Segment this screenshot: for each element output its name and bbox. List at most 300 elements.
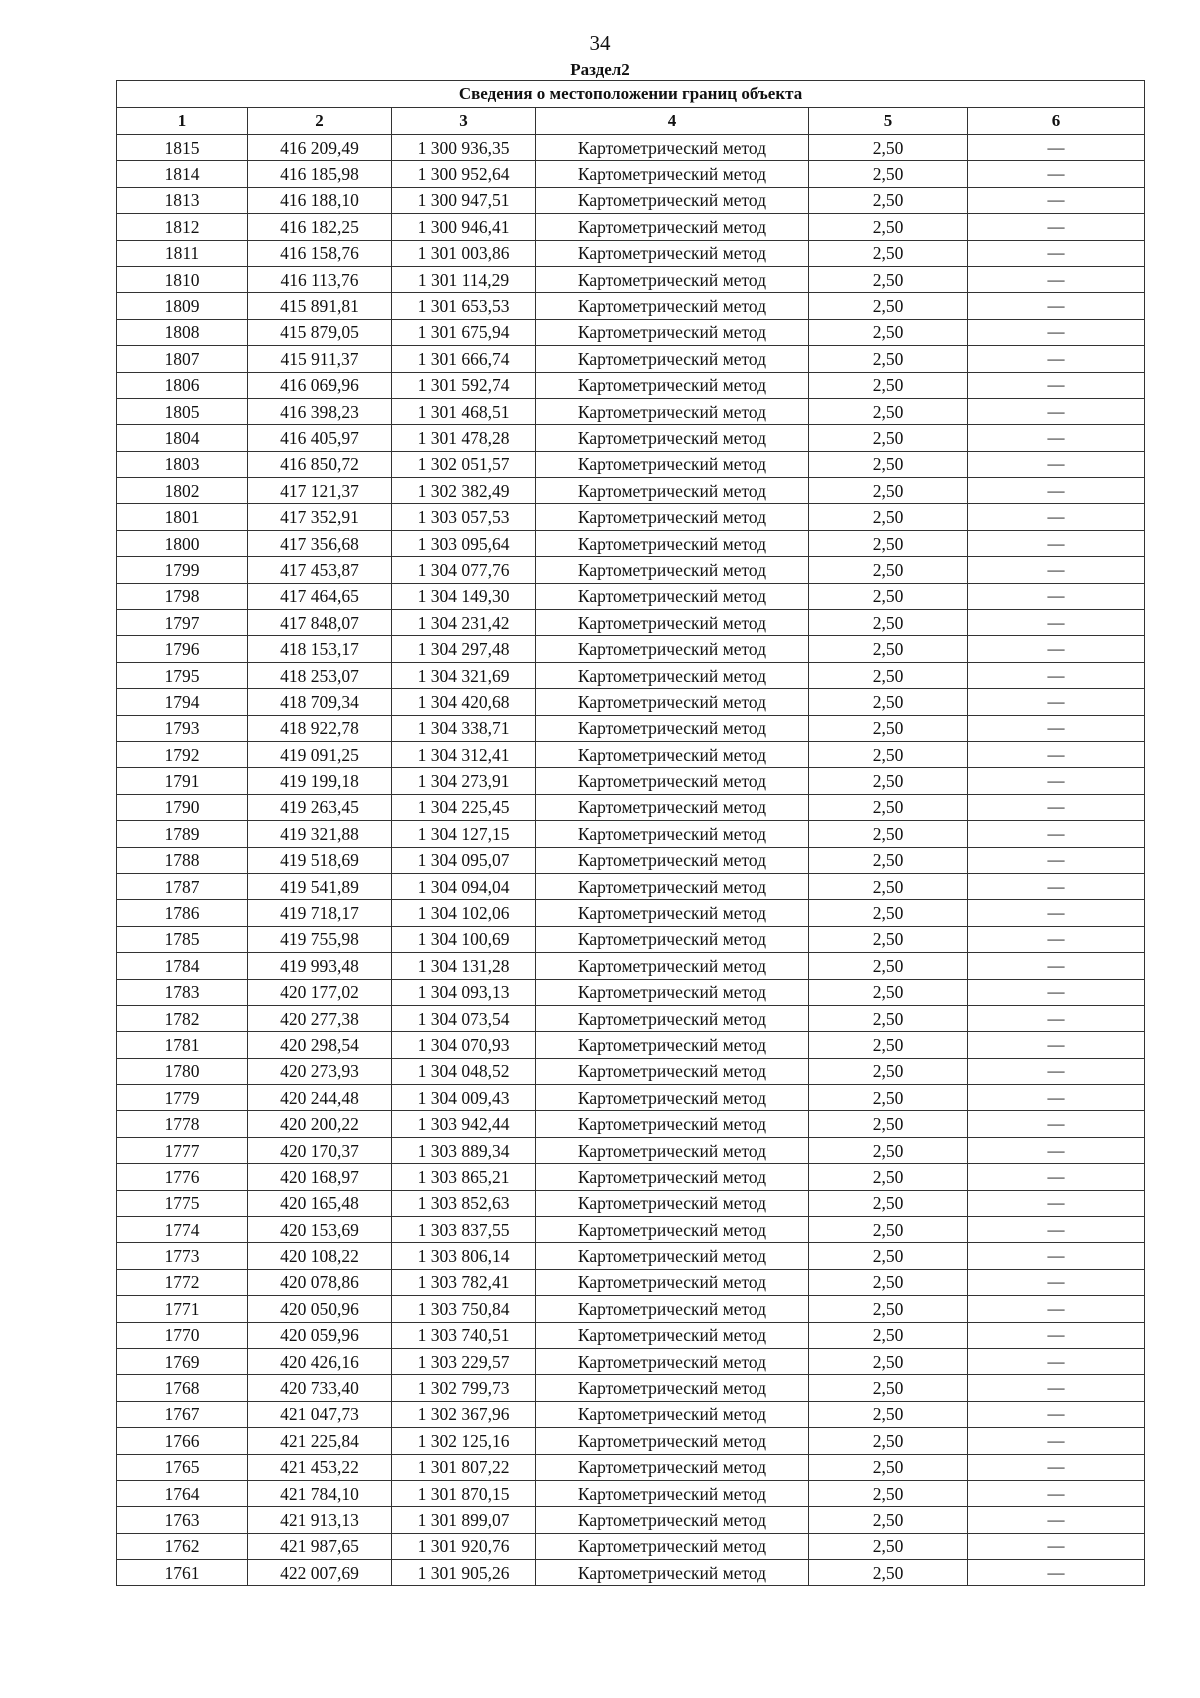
page-number: 34	[589, 31, 611, 55]
y-coordinate-cell: 1 304 231,42	[392, 610, 536, 636]
note-cell: —	[968, 689, 1145, 715]
accuracy-cell: 2,50	[809, 979, 968, 1005]
x-coordinate-cell: 420 244,48	[248, 1085, 392, 1111]
y-coordinate-cell: 1 304 093,13	[392, 979, 536, 1005]
point-number-cell: 1765	[117, 1454, 248, 1480]
table-row	[117, 900, 1145, 926]
note-cell: —	[968, 610, 1145, 636]
y-coordinate-cell: 1 302 125,16	[392, 1428, 536, 1454]
accuracy-cell: 2,50	[809, 1032, 968, 1058]
accuracy-cell: 2,50	[809, 1217, 968, 1243]
y-coordinate-cell: 1 301 478,28	[392, 425, 536, 451]
x-coordinate-cell: 421 047,73	[248, 1401, 392, 1427]
point-number-cell: 1797	[117, 610, 248, 636]
x-coordinate-cell: 417 464,65	[248, 583, 392, 609]
x-coordinate-cell: 417 352,91	[248, 504, 392, 530]
note-cell: —	[968, 979, 1145, 1005]
accuracy-cell: 2,50	[809, 1164, 968, 1190]
point-number-cell: 1786	[117, 900, 248, 926]
accuracy-cell: 2,50	[809, 504, 968, 530]
y-coordinate-cell: 1 304 131,28	[392, 953, 536, 979]
x-coordinate-cell: 416 113,76	[248, 266, 392, 292]
note-cell: —	[968, 319, 1145, 345]
y-coordinate-cell: 1 300 946,41	[392, 214, 536, 240]
point-number-cell: 1789	[117, 821, 248, 847]
table-row	[117, 794, 1145, 820]
method-cell: Картометрический метод	[536, 398, 809, 424]
table-row	[117, 979, 1145, 1005]
x-coordinate-cell: 420 050,96	[248, 1296, 392, 1322]
table-row	[117, 214, 1145, 240]
table-row	[117, 715, 1145, 741]
method-cell: Картометрический метод	[536, 372, 809, 398]
table-row	[117, 1507, 1145, 1533]
y-coordinate-cell: 1 302 051,57	[392, 451, 536, 477]
point-number-cell: 1776	[117, 1164, 248, 1190]
note-cell: —	[968, 266, 1145, 292]
accuracy-cell: 2,50	[809, 187, 968, 213]
point-number-cell: 1795	[117, 662, 248, 688]
x-coordinate-cell: 416 398,23	[248, 398, 392, 424]
table-row	[117, 1085, 1145, 1111]
y-coordinate-cell: 1 302 367,96	[392, 1401, 536, 1427]
x-coordinate-cell: 415 911,37	[248, 346, 392, 372]
point-number-cell: 1779	[117, 1085, 248, 1111]
note-cell: —	[968, 662, 1145, 688]
note-cell: —	[968, 1269, 1145, 1295]
method-cell: Картометрический метод	[536, 504, 809, 530]
column-number: 1	[117, 108, 248, 135]
point-number-cell: 1761	[117, 1560, 248, 1586]
point-number-cell: 1808	[117, 319, 248, 345]
x-coordinate-cell: 419 718,17	[248, 900, 392, 926]
y-coordinate-cell: 1 304 420,68	[392, 689, 536, 715]
y-coordinate-cell: 1 301 675,94	[392, 319, 536, 345]
y-coordinate-cell: 1 304 102,06	[392, 900, 536, 926]
y-coordinate-cell: 1 304 073,54	[392, 1005, 536, 1031]
method-cell: Картометрический метод	[536, 1111, 809, 1137]
x-coordinate-cell: 417 356,68	[248, 530, 392, 556]
method-cell: Картометрический метод	[536, 1269, 809, 1295]
x-coordinate-cell: 416 158,76	[248, 240, 392, 266]
method-cell: Картометрический метод	[536, 794, 809, 820]
y-coordinate-cell: 1 302 382,49	[392, 478, 536, 504]
point-number-cell: 1782	[117, 1005, 248, 1031]
point-number-cell: 1787	[117, 873, 248, 899]
y-coordinate-cell: 1 300 936,35	[392, 135, 536, 161]
note-cell: —	[968, 530, 1145, 556]
note-cell: —	[968, 794, 1145, 820]
y-coordinate-cell: 1 301 870,15	[392, 1480, 536, 1506]
note-cell: —	[968, 741, 1145, 767]
accuracy-cell: 2,50	[809, 1533, 968, 1559]
note-cell: —	[968, 1533, 1145, 1559]
note-cell: —	[968, 557, 1145, 583]
method-cell: Картометрический метод	[536, 821, 809, 847]
accuracy-cell: 2,50	[809, 425, 968, 451]
table-row	[117, 873, 1145, 899]
x-coordinate-cell: 417 453,87	[248, 557, 392, 583]
table-row	[117, 768, 1145, 794]
column-number-row	[117, 108, 1145, 135]
method-cell: Картометрический метод	[536, 1375, 809, 1401]
accuracy-cell: 2,50	[809, 873, 968, 899]
table-row	[117, 1137, 1145, 1163]
y-coordinate-cell: 1 304 009,43	[392, 1085, 536, 1111]
column-number: 3	[392, 108, 536, 135]
note-cell: —	[968, 1401, 1145, 1427]
y-coordinate-cell: 1 300 952,64	[392, 161, 536, 187]
accuracy-cell: 2,50	[809, 1428, 968, 1454]
method-cell: Картометрический метод	[536, 1348, 809, 1374]
accuracy-cell: 2,50	[809, 900, 968, 926]
point-number-cell: 1803	[117, 451, 248, 477]
accuracy-cell: 2,50	[809, 794, 968, 820]
x-coordinate-cell: 420 153,69	[248, 1217, 392, 1243]
method-cell: Картометрический метод	[536, 478, 809, 504]
x-coordinate-cell: 417 848,07	[248, 610, 392, 636]
table-caption-row	[117, 81, 1145, 108]
y-coordinate-cell: 1 304 321,69	[392, 662, 536, 688]
method-cell: Картометрический метод	[536, 689, 809, 715]
x-coordinate-cell: 420 108,22	[248, 1243, 392, 1269]
x-coordinate-cell: 420 426,16	[248, 1348, 392, 1374]
x-coordinate-cell: 421 453,22	[248, 1454, 392, 1480]
y-coordinate-cell: 1 303 095,64	[392, 530, 536, 556]
point-number-cell: 1788	[117, 847, 248, 873]
note-cell: —	[968, 768, 1145, 794]
table-row	[117, 741, 1145, 767]
note-cell: —	[968, 451, 1145, 477]
y-coordinate-cell: 1 304 127,15	[392, 821, 536, 847]
x-coordinate-cell: 418 922,78	[248, 715, 392, 741]
note-cell: —	[968, 1217, 1145, 1243]
table-row	[117, 636, 1145, 662]
method-cell: Картометрический метод	[536, 1164, 809, 1190]
accuracy-cell: 2,50	[809, 240, 968, 266]
table-row	[117, 689, 1145, 715]
table-row	[117, 504, 1145, 530]
table-row	[117, 610, 1145, 636]
method-cell: Картометрический метод	[536, 1480, 809, 1506]
x-coordinate-cell: 419 518,69	[248, 847, 392, 873]
table-row	[117, 1243, 1145, 1269]
x-coordinate-cell: 417 121,37	[248, 478, 392, 504]
table-row	[117, 1005, 1145, 1031]
table-row	[117, 1428, 1145, 1454]
method-cell: Картометрический метод	[536, 1322, 809, 1348]
accuracy-cell: 2,50	[809, 1480, 968, 1506]
table-row	[117, 1190, 1145, 1216]
table-row	[117, 293, 1145, 319]
y-coordinate-cell: 1 301 905,26	[392, 1560, 536, 1586]
x-coordinate-cell: 419 091,25	[248, 741, 392, 767]
point-number-cell: 1771	[117, 1296, 248, 1322]
accuracy-cell: 2,50	[809, 398, 968, 424]
x-coordinate-cell: 419 263,45	[248, 794, 392, 820]
table-row	[117, 1401, 1145, 1427]
accuracy-cell: 2,50	[809, 636, 968, 662]
note-cell: —	[968, 240, 1145, 266]
point-number-cell: 1783	[117, 979, 248, 1005]
method-cell: Картометрический метод	[536, 1085, 809, 1111]
accuracy-cell: 2,50	[809, 741, 968, 767]
note-cell: —	[968, 425, 1145, 451]
note-cell: —	[968, 161, 1145, 187]
point-number-cell: 1781	[117, 1032, 248, 1058]
note-cell: —	[968, 1058, 1145, 1084]
table-row	[117, 926, 1145, 952]
table-row	[117, 346, 1145, 372]
method-cell: Картометрический метод	[536, 741, 809, 767]
y-coordinate-cell: 1 303 229,57	[392, 1348, 536, 1374]
accuracy-cell: 2,50	[809, 293, 968, 319]
note-cell: —	[968, 1137, 1145, 1163]
method-cell: Картометрический метод	[536, 530, 809, 556]
table-row	[117, 425, 1145, 451]
note-cell: —	[968, 372, 1145, 398]
accuracy-cell: 2,50	[809, 214, 968, 240]
y-coordinate-cell: 1 301 114,29	[392, 266, 536, 292]
point-number-cell: 1800	[117, 530, 248, 556]
x-coordinate-cell: 419 321,88	[248, 821, 392, 847]
accuracy-cell: 2,50	[809, 1560, 968, 1586]
method-cell: Картометрический метод	[536, 161, 809, 187]
method-cell: Картометрический метод	[536, 610, 809, 636]
method-cell: Картометрический метод	[536, 873, 809, 899]
y-coordinate-cell: 1 301 468,51	[392, 398, 536, 424]
accuracy-cell: 2,50	[809, 478, 968, 504]
table-row	[117, 1348, 1145, 1374]
note-cell: —	[968, 636, 1145, 662]
note-cell: —	[968, 1296, 1145, 1322]
point-number-cell: 1805	[117, 398, 248, 424]
table-row	[117, 530, 1145, 556]
y-coordinate-cell: 1 301 666,74	[392, 346, 536, 372]
y-coordinate-cell: 1 304 077,76	[392, 557, 536, 583]
accuracy-cell: 2,50	[809, 821, 968, 847]
note-cell: —	[968, 1375, 1145, 1401]
x-coordinate-cell: 420 298,54	[248, 1032, 392, 1058]
y-coordinate-cell: 1 303 837,55	[392, 1217, 536, 1243]
y-coordinate-cell: 1 300 947,51	[392, 187, 536, 213]
point-number-cell: 1811	[117, 240, 248, 266]
table-row	[117, 1164, 1145, 1190]
note-cell: —	[968, 953, 1145, 979]
table-row	[117, 1375, 1145, 1401]
y-coordinate-cell: 1 303 057,53	[392, 504, 536, 530]
note-cell: —	[968, 1507, 1145, 1533]
y-coordinate-cell: 1 303 852,63	[392, 1190, 536, 1216]
y-coordinate-cell: 1 303 750,84	[392, 1296, 536, 1322]
x-coordinate-cell: 420 078,86	[248, 1269, 392, 1295]
note-cell: —	[968, 583, 1145, 609]
y-coordinate-cell: 1 303 865,21	[392, 1164, 536, 1190]
accuracy-cell: 2,50	[809, 1269, 968, 1295]
table-row	[117, 240, 1145, 266]
method-cell: Картометрический метод	[536, 187, 809, 213]
table-row	[117, 1111, 1145, 1137]
point-number-cell: 1769	[117, 1348, 248, 1374]
point-number-cell: 1774	[117, 1217, 248, 1243]
table-row	[117, 662, 1145, 688]
note-cell: —	[968, 821, 1145, 847]
x-coordinate-cell: 420 200,22	[248, 1111, 392, 1137]
method-cell: Картометрический метод	[536, 1058, 809, 1084]
point-number-cell: 1780	[117, 1058, 248, 1084]
y-coordinate-cell: 1 304 297,48	[392, 636, 536, 662]
method-cell: Картометрический метод	[536, 847, 809, 873]
x-coordinate-cell: 421 913,13	[248, 1507, 392, 1533]
note-cell: —	[968, 478, 1145, 504]
x-coordinate-cell: 420 273,93	[248, 1058, 392, 1084]
note-cell: —	[968, 1190, 1145, 1216]
note-cell: —	[968, 214, 1145, 240]
note-cell: —	[968, 1348, 1145, 1374]
y-coordinate-cell: 1 304 048,52	[392, 1058, 536, 1084]
note-cell: —	[968, 1032, 1145, 1058]
accuracy-cell: 2,50	[809, 1137, 968, 1163]
accuracy-cell: 2,50	[809, 1296, 968, 1322]
x-coordinate-cell: 420 177,02	[248, 979, 392, 1005]
method-cell: Картометрический метод	[536, 1454, 809, 1480]
column-number: 5	[809, 108, 968, 135]
point-number-cell: 1813	[117, 187, 248, 213]
point-number-cell: 1801	[117, 504, 248, 530]
note-cell: —	[968, 135, 1145, 161]
y-coordinate-cell: 1 303 806,14	[392, 1243, 536, 1269]
note-cell: —	[968, 1243, 1145, 1269]
point-number-cell: 1812	[117, 214, 248, 240]
method-cell: Картометрический метод	[536, 953, 809, 979]
point-number-cell: 1764	[117, 1480, 248, 1506]
accuracy-cell: 2,50	[809, 1190, 968, 1216]
accuracy-cell: 2,50	[809, 583, 968, 609]
x-coordinate-cell: 416 182,25	[248, 214, 392, 240]
accuracy-cell: 2,50	[809, 372, 968, 398]
table-row	[117, 398, 1145, 424]
point-number-cell: 1806	[117, 372, 248, 398]
table-row	[117, 372, 1145, 398]
point-number-cell: 1794	[117, 689, 248, 715]
method-cell: Картометрический метод	[536, 240, 809, 266]
accuracy-cell: 2,50	[809, 610, 968, 636]
method-cell: Картометрический метод	[536, 1137, 809, 1163]
point-number-cell: 1804	[117, 425, 248, 451]
x-coordinate-cell: 416 188,10	[248, 187, 392, 213]
point-number-cell: 1773	[117, 1243, 248, 1269]
method-cell: Картометрический метод	[536, 451, 809, 477]
accuracy-cell: 2,50	[809, 161, 968, 187]
method-cell: Картометрический метод	[536, 1428, 809, 1454]
method-cell: Картометрический метод	[536, 1032, 809, 1058]
y-coordinate-cell: 1 304 273,91	[392, 768, 536, 794]
accuracy-cell: 2,50	[809, 1507, 968, 1533]
point-number-cell: 1777	[117, 1137, 248, 1163]
accuracy-cell: 2,50	[809, 689, 968, 715]
note-cell: —	[968, 873, 1145, 899]
table-row	[117, 266, 1145, 292]
accuracy-cell: 2,50	[809, 953, 968, 979]
method-cell: Картометрический метод	[536, 425, 809, 451]
accuracy-cell: 2,50	[809, 346, 968, 372]
note-cell: —	[968, 847, 1145, 873]
table-row	[117, 1269, 1145, 1295]
note-cell: —	[968, 1111, 1145, 1137]
y-coordinate-cell: 1 304 225,45	[392, 794, 536, 820]
method-cell: Картометрический метод	[536, 926, 809, 952]
method-cell: Картометрический метод	[536, 715, 809, 741]
y-coordinate-cell: 1 301 003,86	[392, 240, 536, 266]
accuracy-cell: 2,50	[809, 530, 968, 556]
method-cell: Картометрический метод	[536, 266, 809, 292]
method-cell: Картометрический метод	[536, 293, 809, 319]
y-coordinate-cell: 1 301 807,22	[392, 1454, 536, 1480]
point-number-cell: 1763	[117, 1507, 248, 1533]
accuracy-cell: 2,50	[809, 1454, 968, 1480]
note-cell: —	[968, 900, 1145, 926]
column-number: 2	[248, 108, 392, 135]
table-row	[117, 953, 1145, 979]
y-coordinate-cell: 1 301 899,07	[392, 1507, 536, 1533]
x-coordinate-cell: 419 993,48	[248, 953, 392, 979]
note-cell: —	[968, 187, 1145, 213]
method-cell: Картометрический метод	[536, 900, 809, 926]
accuracy-cell: 2,50	[809, 1243, 968, 1269]
y-coordinate-cell: 1 304 149,30	[392, 583, 536, 609]
point-number-cell: 1791	[117, 768, 248, 794]
accuracy-cell: 2,50	[809, 266, 968, 292]
table-caption: Сведения о местоположении границ объекта	[117, 81, 1145, 108]
table-row	[117, 821, 1145, 847]
point-number-cell: 1790	[117, 794, 248, 820]
accuracy-cell: 2,50	[809, 1348, 968, 1374]
method-cell: Картометрический метод	[536, 768, 809, 794]
table-row	[117, 319, 1145, 345]
table-row	[117, 557, 1145, 583]
accuracy-cell: 2,50	[809, 1085, 968, 1111]
accuracy-cell: 2,50	[809, 319, 968, 345]
x-coordinate-cell: 419 541,89	[248, 873, 392, 899]
method-cell: Картометрический метод	[536, 214, 809, 240]
table-row	[117, 847, 1145, 873]
accuracy-cell: 2,50	[809, 1058, 968, 1084]
point-number-cell: 1796	[117, 636, 248, 662]
x-coordinate-cell: 421 987,65	[248, 1533, 392, 1559]
note-cell: —	[968, 1428, 1145, 1454]
method-cell: Картометрический метод	[536, 979, 809, 1005]
table-row	[117, 1296, 1145, 1322]
x-coordinate-cell: 415 879,05	[248, 319, 392, 345]
method-cell: Картометрический метод	[536, 1296, 809, 1322]
x-coordinate-cell: 421 784,10	[248, 1480, 392, 1506]
x-coordinate-cell: 415 891,81	[248, 293, 392, 319]
table-row	[117, 1322, 1145, 1348]
method-cell: Картометрический метод	[536, 557, 809, 583]
accuracy-cell: 2,50	[809, 1375, 968, 1401]
note-cell: —	[968, 1480, 1145, 1506]
method-cell: Картометрический метод	[536, 1243, 809, 1269]
point-number-cell: 1810	[117, 266, 248, 292]
method-cell: Картометрический метод	[536, 636, 809, 662]
accuracy-cell: 2,50	[809, 768, 968, 794]
method-cell: Картометрический метод	[536, 1217, 809, 1243]
y-coordinate-cell: 1 301 653,53	[392, 293, 536, 319]
accuracy-cell: 2,50	[809, 451, 968, 477]
accuracy-cell: 2,50	[809, 847, 968, 873]
accuracy-cell: 2,50	[809, 1005, 968, 1031]
note-cell: —	[968, 926, 1145, 952]
